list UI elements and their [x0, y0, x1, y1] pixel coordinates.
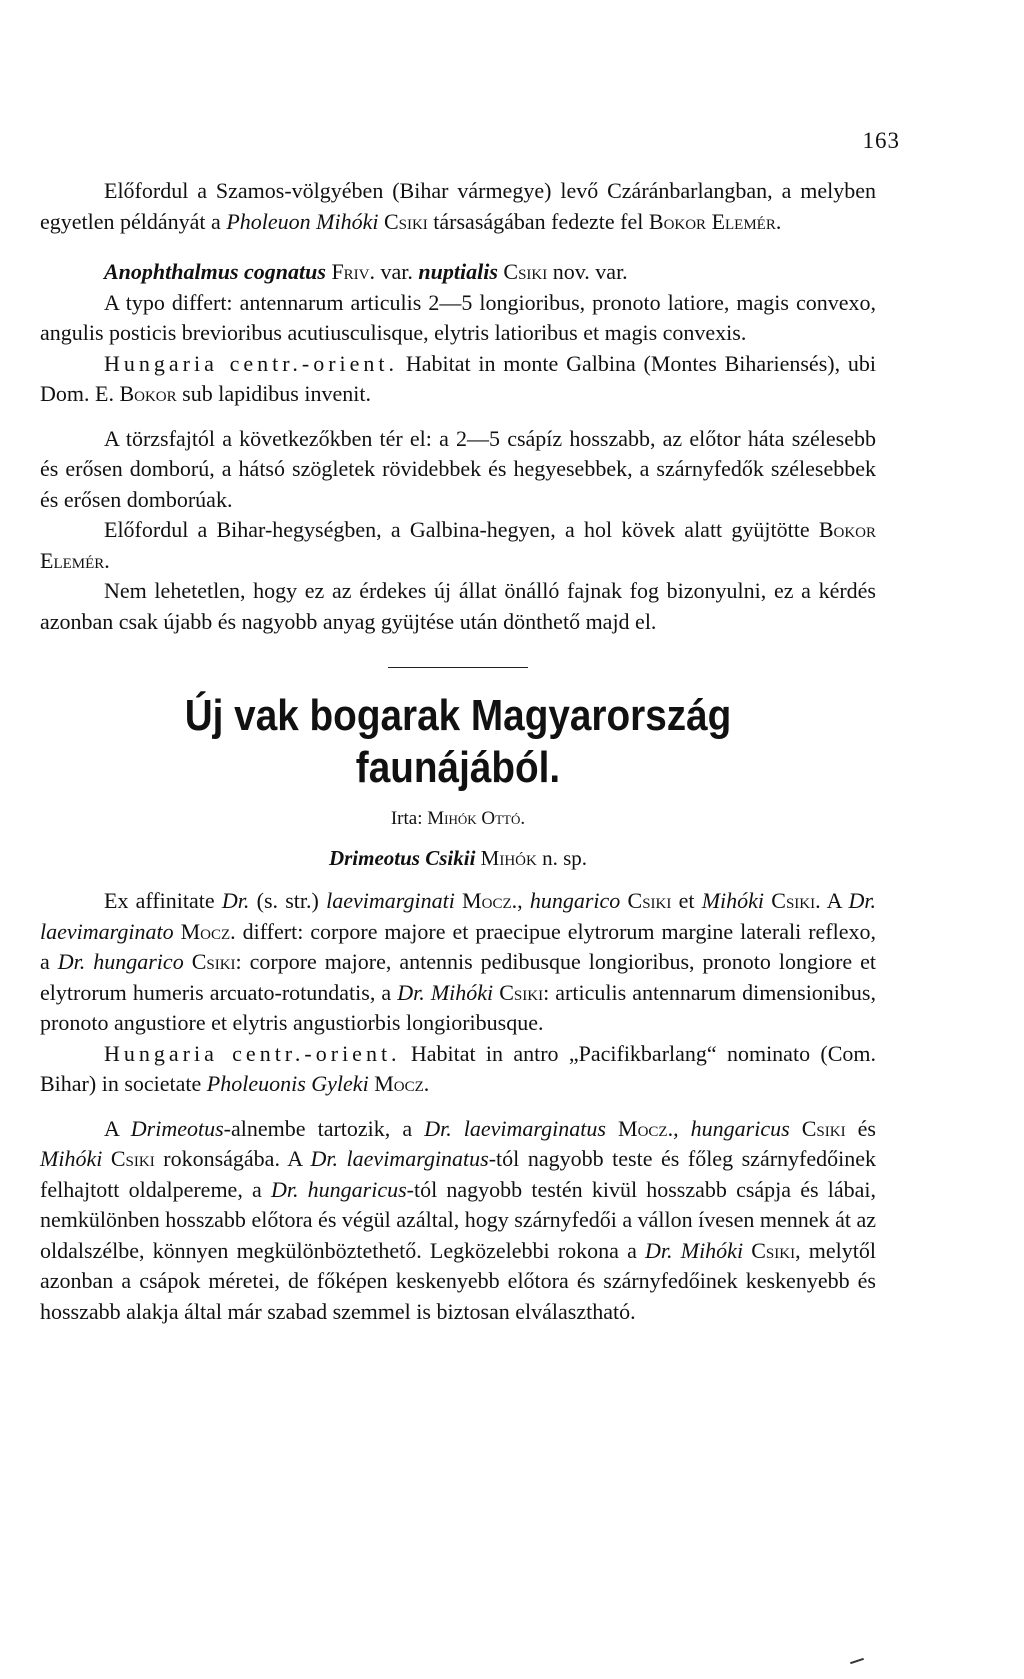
paragraph-occurrence-bihar: Előfordul a Bihar-hegységben, a Galbina-hegyen, a hol kövek alatt gyüjtötte Bokor Elemér. [40, 517, 876, 573]
paragraph-relationship: A Drimeotus-alnembe tartozik, a Dr. laevimarginatus Mocz., hungaricus Csiki és Mihóki Csiki rokonságába. A Dr. laevimarginatus-tól nagyobb teste és főleg szárnyfedőinek felhajtott oldalpereme, a Dr. hungaricus-tól nagyobb testén kivül hosszabb csápja és lábai, nemkülönben hosszabb előtora és végül azáltal, hogy szárnyfedői a vállon ívesen mennek át az oldalszélbe, könnyen megkülönböztethető. Legközelebbi rokona a Dr. Mihóki Csiki, melytől azonban a csápok méretei, de főképen keskenyebb előtora és szárnyfedőinek keskenyebb és hosszabb alakja által már szabad szemmel is biztosan elválasztható. [40, 1115, 876, 1324]
article-author: Irta: Mihók Ottó. [390, 808, 526, 829]
section-divider [388, 667, 528, 668]
paragraph-occurrence-czaran: Előfordul a Szamos-völgyében (Bihar vármegye) levő Czáránbarlangban, a melyben egyetlen példányát a Pholeuon Mihóki Csiki társaságában fedezte fel Bokor Elemér. [40, 178, 876, 234]
page-number: 163 [862, 128, 900, 153]
print-mark [850, 1658, 864, 1664]
text-column [40, 176, 876, 1327]
paragraph-latin-diagnosis: A typo differt: antennarum articulis 2—5 longioribus, pronoto latiore, magis convexo, angulis posticis brevioribus acutiusculisque, elytris latioribus et magis convexis. [40, 289, 876, 345]
article-title: Új vak bogarak Magyarország faunájából. [184, 691, 732, 792]
paragraph-locality-pacifik: Hungaria centr.-orient. Habitat in antro „Pacifikbarlang“ nominato (Com. Bihar) in societate Pholeuonis Gyleki Mocz. [40, 1040, 876, 1096]
paragraph-affinity: Ex affinitate Dr. (s. str.) laevimarginati Mocz., hungarico Csiki et Mihóki Csiki. A Dr. laevimarginato Mocz. differt: corpore majore et praecipue elytrorum margine laterali reflexo, a Dr. hungarico Csiki: corpore majore, antennis pedibusque longioribus, pronoto longiore et elytrorum humeris arcuato-rotundatis, a Dr. Mihóki Csiki: articulis antennarum dimensionibus, pronoto angustiore et elytris angustiorbis longioribusque. [40, 888, 877, 1035]
paragraph-hungarian-diagnosis: A törzsfajtól a következőkben tér el: a 2—5 csápíz hosszabb, az előtor háta szélesebb és erősen domború, a hátsó szögletek rövidebbek és hegyesebbek, a szárnyfedők szélesebbek és erősen domborúak. [40, 425, 876, 512]
paragraph-locality-galbina: Hungaria centr.-orient. Habitat in monte Galbina (Montes Bihariensés), ubi Dom. E. Bokor sub lapidibus invenit. [40, 350, 876, 406]
species-heading: Drimeotus Csikii Mihók n. sp. [328, 846, 588, 870]
paragraph-remark: Nem lehetetlen, hogy ez az érdekes új állat önálló fajnak fog bizonyulni, ez a kérdés azonban csak újabb és nagyobb anyag gyüjtése után dönthető majd el. [40, 578, 876, 634]
taxon-heading-anophthalmus: Anophthalmus cognatus Friv. var. nuptialis Csiki nov. var. [104, 259, 628, 284]
